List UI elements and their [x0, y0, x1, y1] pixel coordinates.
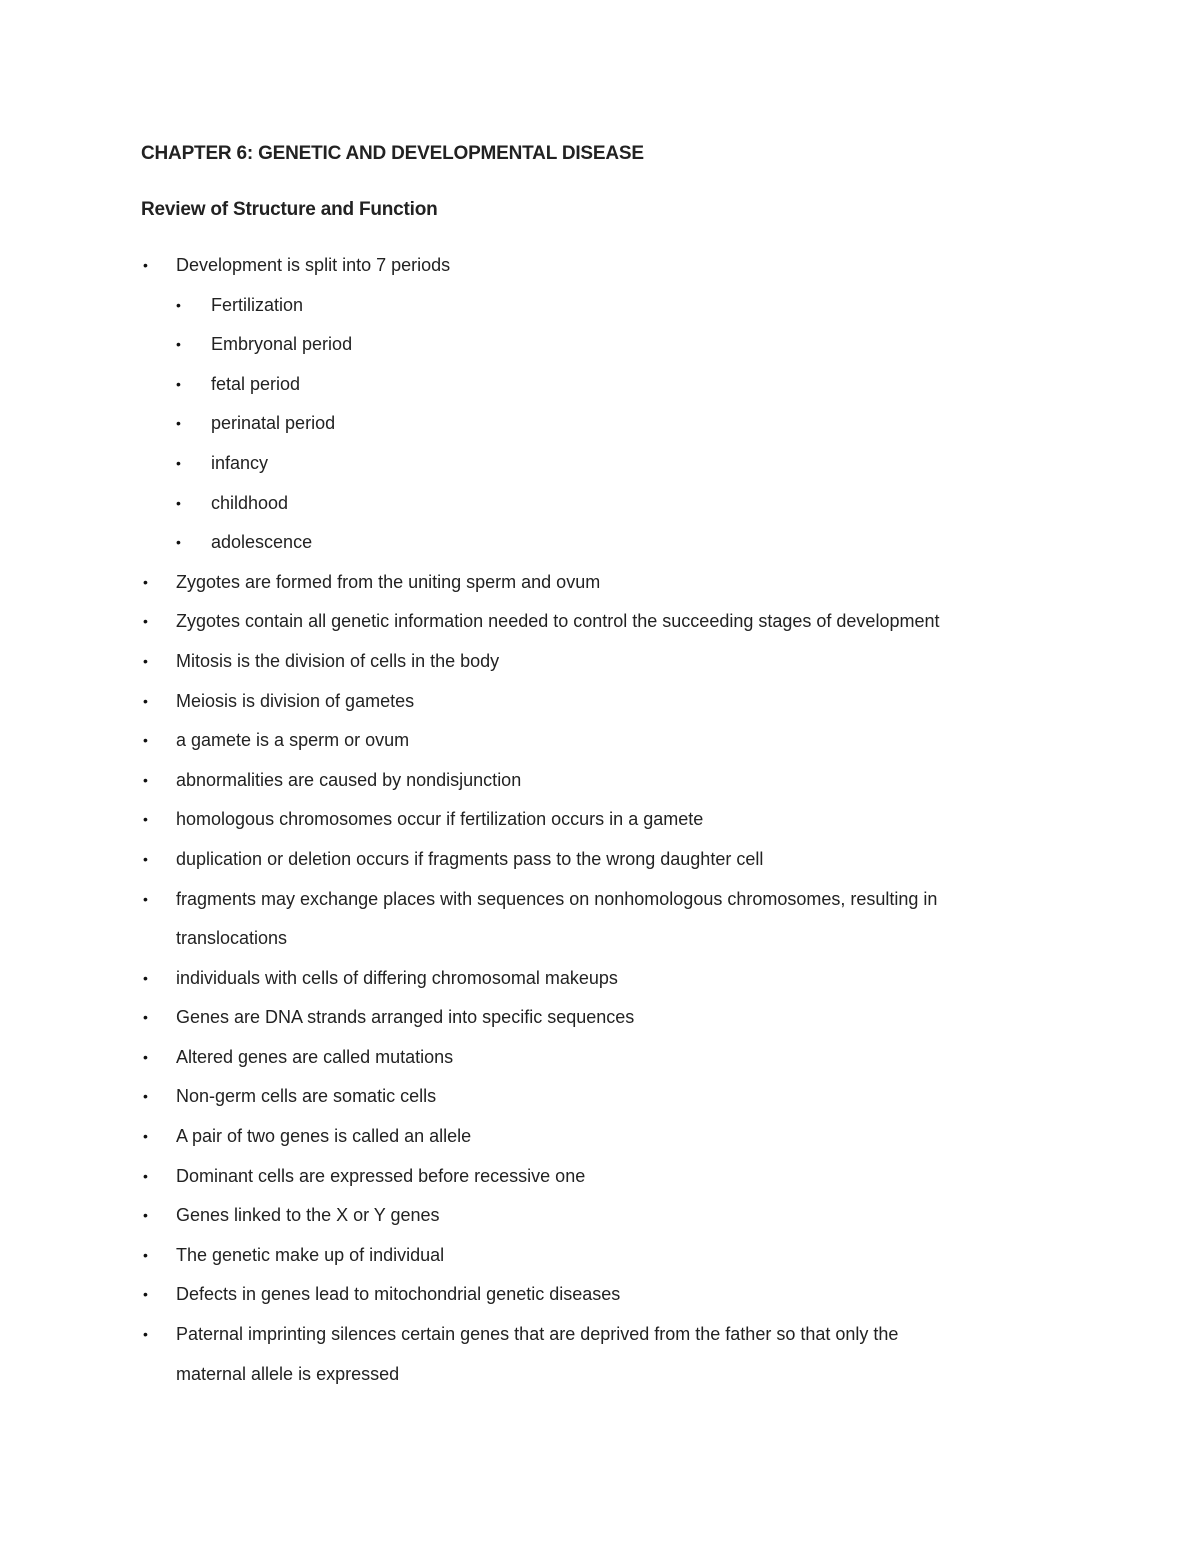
sub-list-item [0, 484, 1200, 524]
bullet-icon: • [143, 1286, 148, 1303]
list-item-text: fragments may exchange places with sequences on nonhomologous chromosomes, resulting in [176, 888, 938, 909]
bullet-icon: • [143, 1207, 148, 1224]
list-item-text: Genes linked to the X or Y genes [176, 1205, 440, 1226]
bullet-icon: • [143, 1088, 148, 1105]
list-item-text: Dominant cells are expressed before recessive one [176, 1165, 586, 1186]
list-item-text: infancy [211, 452, 269, 473]
list-item-text: duplication or deletion occurs if fragments pass to the wrong daughter cell [176, 848, 764, 869]
list-item [0, 563, 1200, 603]
list-item-text: Non-germ cells are somatic cells [176, 1086, 437, 1107]
bullet-icon: • [143, 652, 148, 669]
list-item-text: Paternal imprinting silences certain genes that are deprived from the father so that only the [176, 1324, 899, 1345]
list-item [0, 1117, 1200, 1157]
bullet-icon: • [176, 336, 181, 353]
bullet-icon: • [143, 811, 148, 828]
list-item-text: Zygotes are formed from the uniting sperm and ovum [176, 571, 601, 592]
sub-list-item [0, 325, 1200, 365]
bullet-icon: • [143, 573, 148, 590]
bullet-icon: • [176, 494, 181, 511]
list-item-text: fetal period [211, 373, 301, 394]
bullet-icon: • [143, 1167, 148, 1184]
list-item-continuation: translocations [176, 928, 288, 949]
section-heading: Review of Structure and Function [141, 199, 438, 220]
list-item [0, 1275, 1200, 1315]
bullet-icon: • [176, 296, 181, 313]
list-item [0, 1038, 1200, 1078]
list-item-text: Defects in genes lead to mitochondrial genetic diseases [176, 1284, 621, 1305]
bullet-icon: • [143, 1128, 148, 1145]
sub-list-item [0, 404, 1200, 444]
list-item-text: Development is split into 7 periods [176, 255, 451, 275]
bullet-icon: • [143, 771, 148, 788]
list-item-text: perinatal period [211, 413, 336, 434]
bullet-icon: • [143, 613, 148, 630]
list-item-text: individuals with cells of differing chromosomal makeups [176, 967, 618, 988]
bullet-icon: • [143, 969, 148, 986]
bullet-icon: • [143, 1326, 148, 1343]
list-item-text: homologous chromosomes occur if fertilization occurs in a gamete [176, 809, 704, 830]
list-item-text: Meiosis is division of gametes [176, 690, 415, 711]
list-item [0, 642, 1200, 682]
list-item [0, 602, 1200, 642]
bullet-icon: • [176, 375, 181, 392]
list-item [0, 1236, 1200, 1276]
list-item-text: Embryonal period [211, 334, 353, 355]
sub-list-item [0, 365, 1200, 405]
list-item-text: childhood [211, 492, 289, 513]
list-item [0, 682, 1200, 722]
list-item-text: Altered genes are called mutations [176, 1046, 454, 1067]
bullet-icon: • [143, 890, 148, 907]
list-item [0, 800, 1200, 840]
list-item [0, 998, 1200, 1038]
list-item-text: Fertilization [211, 294, 304, 315]
sub-list-item [0, 286, 1200, 326]
bullet-list [0, 246, 1200, 1394]
list-item-text: abnormalities are caused by nondisjunction [176, 769, 522, 790]
list-item-text: Mitosis is the division of cells in the body [176, 650, 500, 671]
bullet-icon: • [143, 732, 148, 749]
list-item-text: A pair of two genes is called an allele [176, 1126, 472, 1147]
bullet-icon: • [143, 1048, 148, 1065]
bullet-icon: • [143, 1246, 148, 1263]
bullet-icon: • [143, 692, 148, 709]
bullet-icon: • [143, 1009, 148, 1026]
bullet-icon: • [143, 257, 148, 273]
list-item [0, 1315, 1200, 1394]
list-item [0, 246, 1200, 286]
chapter-title: CHAPTER 6: GENETIC AND DEVELOPMENTAL DISEASE [141, 143, 644, 164]
list-item [0, 1077, 1200, 1117]
list-item [0, 959, 1200, 999]
list-item-text: Genes are DNA strands arranged into specific sequences [176, 1007, 635, 1028]
list-item [0, 840, 1200, 880]
list-item-text: Zygotes contain all genetic information needed to control the succeeding stages of development [176, 611, 940, 632]
list-item [0, 1196, 1200, 1236]
sub-list-item [0, 523, 1200, 563]
bullet-icon: • [143, 850, 148, 867]
list-item [0, 880, 1200, 959]
list-item-text: a gamete is a sperm or ovum [176, 730, 410, 751]
list-item-text: The genetic make up of individual [176, 1244, 445, 1265]
list-item-continuation: maternal allele is expressed [176, 1363, 400, 1384]
list-item [0, 721, 1200, 761]
sub-list-item [0, 444, 1200, 484]
list-item [0, 761, 1200, 801]
bullet-icon: • [176, 415, 181, 432]
bullet-icon: • [176, 534, 181, 551]
bullet-icon: • [176, 454, 181, 471]
list-item [0, 1157, 1200, 1197]
list-item-text: adolescence [211, 532, 313, 553]
